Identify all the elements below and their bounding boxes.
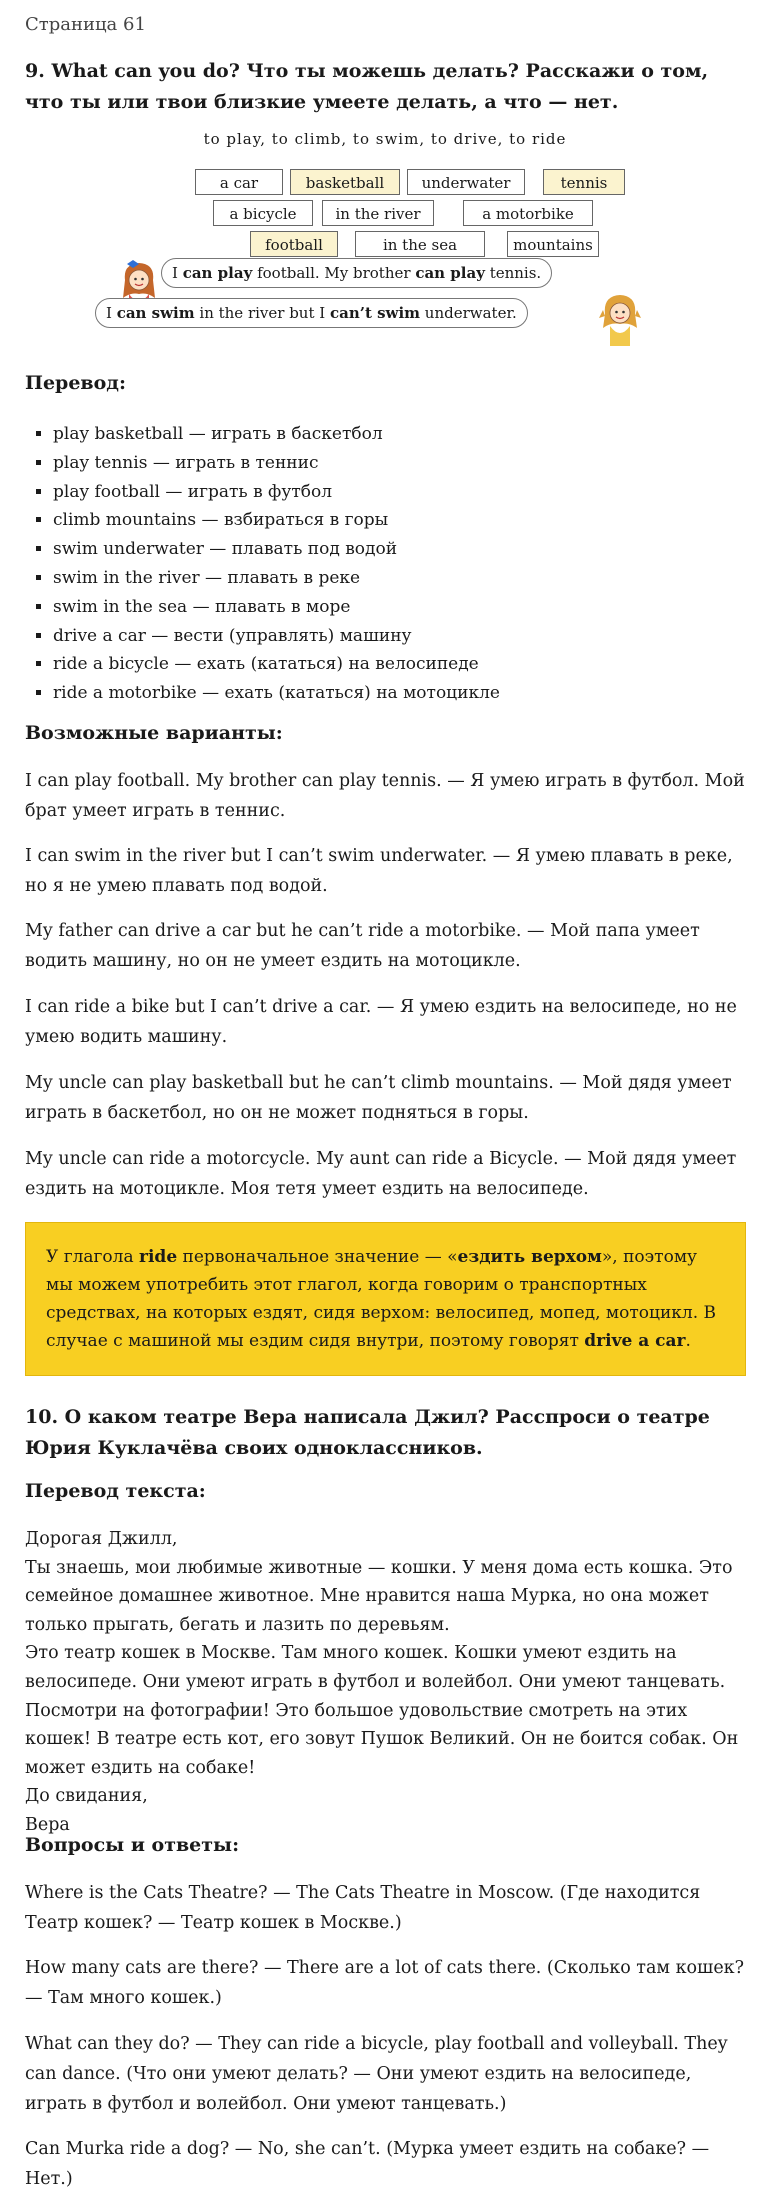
letter-text <box>25 1525 747 1840</box>
word-box: a car <box>195 169 283 195</box>
word-box: a motorbike <box>463 200 593 226</box>
letter-line: До свидания, <box>25 1786 148 1807</box>
vocabulary-list <box>25 420 500 708</box>
word-box: football <box>250 231 338 257</box>
variant-paragraph: I can play football. My brother can play tennis. — Я умею играть в футбол. Мой брат умеет играть в теннис. <box>25 771 745 821</box>
list-item: ▪ ride a bicycle — ехать (кататься) на велосипеде <box>53 650 500 679</box>
girl-icon <box>599 290 641 346</box>
letter-line: Вера <box>25 1814 70 1835</box>
word-box: underwater <box>407 169 525 195</box>
exercise-9-illustration <box>106 130 655 360</box>
exercise-9-title: 9. What can you do? Что ты можешь делать? Расскажи о том, что ты или твои близкие умеете делать, а что — нет. <box>25 60 709 113</box>
qa-paragraph: Where is the Cats Theatre? — The Cats Theatre in Moscow. (Где находится Театр кошек? — Театр кошек в Москве.) <box>25 1883 701 1933</box>
variant-paragraph: My uncle can ride a motorcycle. My aunt can ride a Bicycle. — Мой дядя умеет ездить на мотоцикле. Моя тетя умеет ездить на велосипеде. <box>25 1149 737 1199</box>
page-number: Страница 61 <box>25 14 146 35</box>
speech-bubble-1: I can play football. My brother can play tennis. <box>161 258 552 288</box>
list-item: ▪ play tennis — играть в теннис <box>53 449 500 478</box>
letter-line: Дорогая Джилл, <box>25 1529 178 1549</box>
qa-paragraph: How many cats are there? — There are a lot of cats there. (Сколько там кошек? — Там много кошек.) <box>25 1958 745 2008</box>
list-item: ▪ play football — играть в футбол <box>53 478 500 507</box>
list-item: ▪ swim in the river — плавать в реке <box>53 564 500 593</box>
qa-paragraph: What can they do? — They can ride a bicycle, play football and volleyball. They can dance. (Что они умеют делать? — Они умеют ездить на велосипеде, играть в футбол и волейбол. Они умеют танцевать.) <box>25 2034 728 2114</box>
word-box: tennis <box>543 169 625 195</box>
variant-paragraph: I can swim in the river but I can’t swim underwater. — Я умею плавать в реке, но я не умею плавать под водой. <box>25 846 733 896</box>
word-box: mountains <box>507 231 599 257</box>
letter-line: Это театр кошек в Москве. Там много кошек. Кошки умеют ездить на велосипеде. Они умеют играть в футбол и волейбол. Они умеют танцевать. Посмотри на фотографии! Это большое удовольствие смотреть на этих кошек! В театре есть кот, его зовут Пушок Великий. Он не боится собак. Он может ездить на собаке! <box>25 1643 739 1778</box>
list-item: ▪ ride a motorbike — ехать (кататься) на мотоцикле <box>53 679 500 708</box>
list-item: ▪ swim underwater — плавать под водой <box>53 535 500 564</box>
grammar-note: У глагола ride первоначальное значение — «ездить верхом», поэтому мы можем употребить этот глагол, когда говорим о транспортных средствах, на которых ездят, сидя верхом: велосипед, мопед, мотоцикл. В случае с машиной мы ездим сидя внутри, поэтому говорят drive a car. <box>25 1222 746 1376</box>
word-box: a bicycle <box>213 200 313 226</box>
variants-heading: Возможные варианты: <box>25 722 283 744</box>
word-box: in the river <box>322 200 434 226</box>
word-box: basketball <box>290 169 400 195</box>
list-item: ▪ drive a car — вести (управлять) машину <box>53 622 500 651</box>
speech-bubble-2: I can swim in the river but I can’t swim underwater. <box>95 298 528 328</box>
word-box: in the sea <box>355 231 485 257</box>
verb-list: to play, to climb, to swim, to drive, to ride <box>203 130 567 148</box>
text-translation-heading: Перевод текста: <box>25 1480 206 1502</box>
variant-paragraph: My uncle can play basketball but he can’t climb mountains. — Мой дядя умеет играть в баскетбол, но он не может подняться в горы. <box>25 1073 732 1123</box>
list-item: ▪ climb mountains — взбираться в горы <box>53 506 500 535</box>
exercise-10-title: 10. О каком театре Вера написала Джил? Расспроси о театре Юрия Куклачёва своих одноклассников. <box>25 1406 710 1459</box>
variant-paragraph: My father can drive a car but he can’t ride a motorbike. — Мой папа умеет водить машину, но он не умеет ездить на мотоцикле. <box>25 921 700 971</box>
translation-heading: Перевод: <box>25 372 126 394</box>
list-item: ▪ play basketball — играть в баскетбол <box>53 420 500 449</box>
list-item: ▪ swim in the sea — плавать в море <box>53 593 500 622</box>
variant-paragraph: I can ride a bike but I can’t drive a car. — Я умею ездить на велосипеде, но не умею водить машину. <box>25 997 737 1047</box>
qa-paragraph: Can Murka ride a dog? — No, she can’t. (Мурка умеет ездить на собаке? — Нет.) <box>25 2139 710 2189</box>
qa-heading: Вопросы и ответы: <box>25 1834 240 1856</box>
letter-line: Ты знаешь, мои любимые животные — кошки. У меня дома есть кошка. Это семейное домашнее животное. Мне нравится наша Мурка, но она может только прыгать, бегать и лазить по деревьям. <box>25 1557 733 1635</box>
